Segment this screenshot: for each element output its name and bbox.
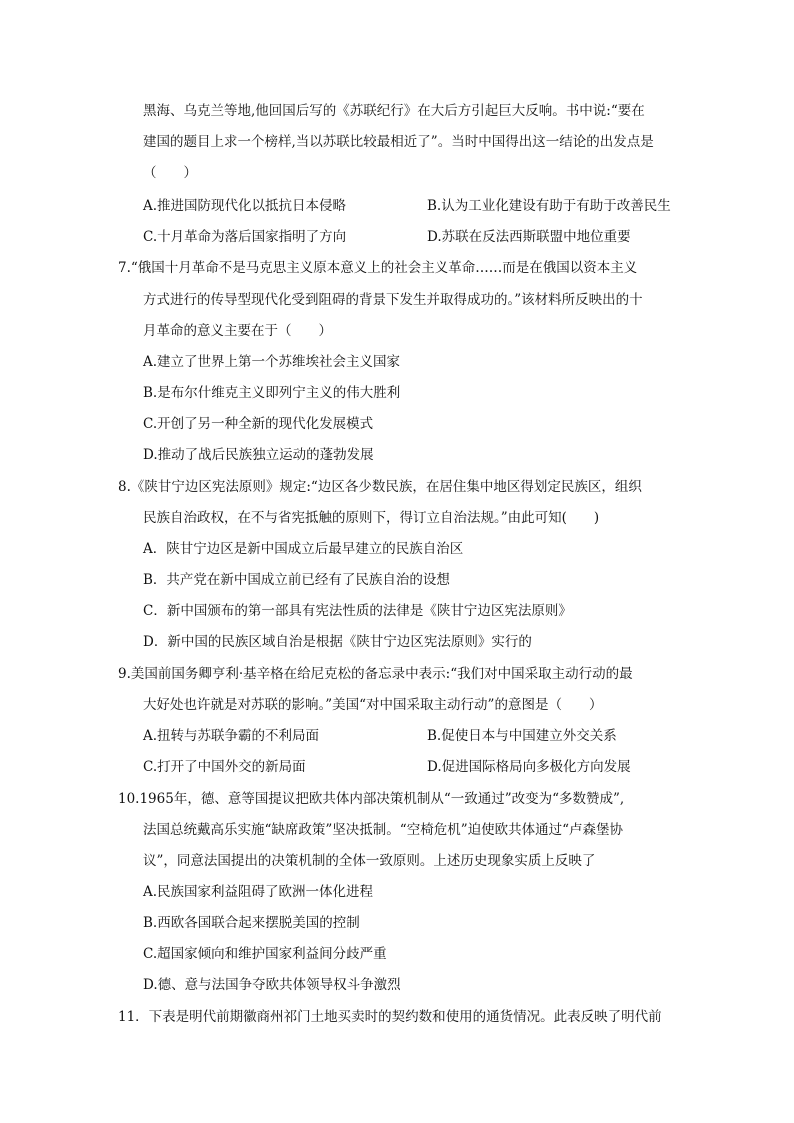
q10-option-a: A.民族国家利益阻碍了欧洲一体化进程	[143, 884, 374, 900]
q10-line-3: 议”，同意法国提出的决策机制的全体一致原则。上述历史现象实质上反映了	[143, 853, 596, 869]
q10-option-d: D.德、意与法国争夺欧共体领导权斗争激烈	[143, 977, 401, 993]
q11-line-1: 11．下表是明代前期徽商州祁门土地买卖时的契约数和使用的通货情况。此表反映了明代前	[118, 1009, 662, 1025]
q8-option-a: A．陕甘宁边区是新中国成立后最早建立的民族自治区	[143, 541, 464, 557]
q6-option-a: A.推进国防现代化以抵抗日本侵略	[143, 198, 347, 214]
q8-option-b: B．共产党在新中国成立前已经有了民族自治的设想	[143, 572, 450, 588]
q7-option-d: D.推动了战后民族独立运动的蓬勃发展	[143, 447, 374, 463]
q8-line-2: 民族自治政权，在不与省宪抵触的原则下，得订立自治法规。”由此可知( )	[143, 510, 600, 526]
q9-option-d: D.促进国际格局向多极化方向发展	[427, 759, 631, 775]
q6-option-d: D.苏联在反法西斯联盟中地位重要	[427, 229, 631, 245]
q6-line-3: （ ）	[143, 165, 197, 181]
q7-line-1: 7.“俄国十月革命不是马克思主义原本意义上的社会主义革命……而是在俄国以资本主义	[118, 260, 638, 276]
q7-line-3: 月革命的意义主要在于（ ）	[143, 323, 332, 339]
q9-option-c: C.打开了中国外交的新局面	[143, 759, 306, 775]
q7-option-c: C.开创了另一种全新的现代化发展模式	[143, 416, 374, 432]
q6-line-2: 建国的题目上求一个榜样,当以苏联比较最相近了”。当时中国得出这一结论的出发点是	[143, 134, 654, 150]
q7-option-a: A.建立了世界上第一个苏维埃社会主义国家	[143, 354, 401, 370]
q8-option-c: C．新中国颁布的第一部具有宪法性质的法律是《陕甘宁边区宪法原则》	[143, 603, 572, 619]
q7-option-b: B.是布尔什维克主义即列宁主义的伟大胜利	[143, 385, 401, 401]
q10-line-1: 10.1965年，德、意等国提议把欧共体内部决策机制从“一致通过”改变为“多数赞成”,	[118, 791, 625, 807]
q10-line-2: 法国总统戴高乐实施“缺席政策”坚决抵制。“空椅危机”迫使欧共体通过“卢森堡协	[143, 822, 624, 838]
q6-option-b: B.认为工业化建设有助于有助于改善民生	[427, 198, 671, 214]
q7-line-2: 方式进行的传导型现代化受到阻碍的背景下发生并取得成功的。”该材料所反映出的十	[143, 292, 643, 308]
q6-option-c: C.十月革命为落后国家指明了方向	[143, 229, 347, 245]
q9-line-1: 9.美国前国务卿亨利·基辛格在给尼克松的备忘录中表示:“我们对中国采取主动行动的最	[118, 666, 633, 682]
q9-option-b: B.促使日本与中国建立外交关系	[427, 728, 617, 744]
q9-option-a: A.扭转与苏联争霸的不利局面	[143, 728, 320, 744]
q9-line-2: 大好处也许就是对苏联的影响。”美国“对中国采取主动行动”的意图是（ ）	[143, 697, 603, 713]
q10-option-c: C.超国家倾向和维护国家利益间分歧严重	[143, 946, 387, 962]
q8-line-1: 8.《陕甘宁边区宪法原则》规定:“边区各少数民族，在居住集中地区得划定民族区，组织	[118, 479, 642, 495]
q6-line-1: 黑海、乌克兰等地,他回国后写的《苏联纪行》在大后方引起巨大反响。书中说:“要在	[143, 103, 645, 119]
q8-option-d: D．新中国的民族区域自治是根据《陕甘宁边区宪法原则》实行的	[143, 634, 532, 650]
q10-option-b: B.西欧各国联合起来摆脱美国的控制	[143, 915, 360, 931]
